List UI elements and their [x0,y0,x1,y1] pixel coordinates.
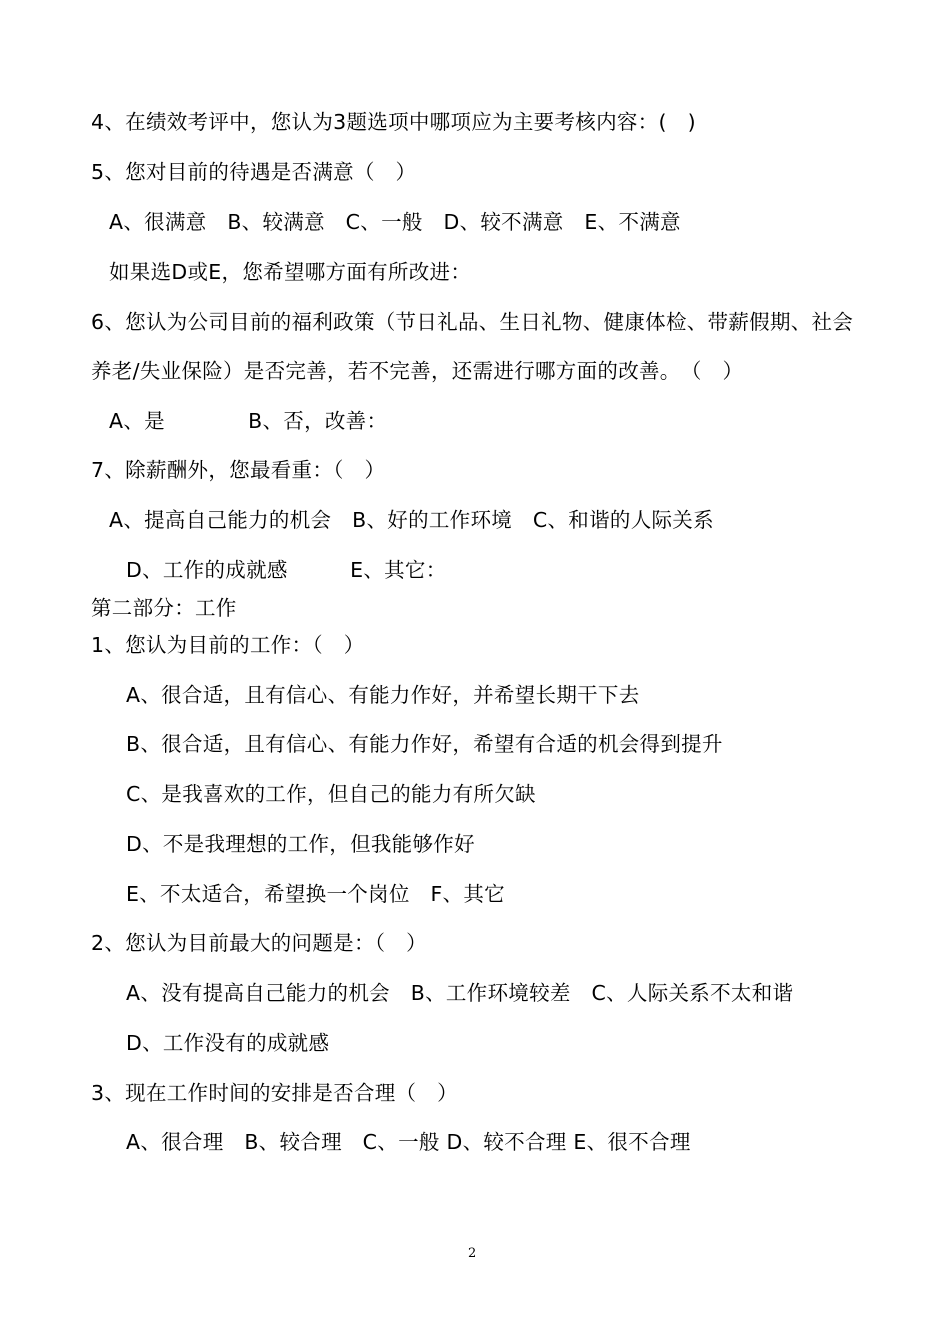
question-6-options: A、是 B、否，改善： [109,409,388,433]
question-5-options: A、很满意 B、较满意 C、一般 D、较不满意 E、不满意 [109,210,681,234]
question-5-followup: 如果选D或E，您希望哪方面有所改进： [109,260,472,284]
work-q1-option-b: B、很合适，且有信心、有能力作好，希望有合适的机会得到提升 [126,732,723,756]
work-q1-option-d: D、不是我理想的工作，但我能够作好 [126,832,475,856]
page-number: 2 [468,1246,477,1261]
question-4: 4、在绩效考评中，您认为3题选项中哪项应为主要考核内容：( ) [91,110,696,134]
question-6-line-2: 养老/失业保险）是否完善，若不完善，还需进行哪方面的改善。 （ ） [91,359,744,383]
question-7-options-1: A、提高自己能力的机会 B、好的工作环境 C、和谐的人际关系 [109,508,714,532]
work-q1-option-a: A、很合适，且有信心、有能力作好，并希望长期干下去 [126,683,640,707]
work-q1-option-ef: E、不太适合，希望换一个岗位 F、其它 [126,882,505,906]
work-question-3: 3、现在工作时间的安排是否合理（ ） [91,1081,458,1105]
question-7: 7、除薪酬外，您最看重：（ ） [91,458,386,482]
section-heading: 第二部分：工作 [91,596,237,620]
work-question-2: 2、您认为目前最大的问题是：（ ） [91,931,427,955]
work-q3-options: A、很合理 B、较合理 C、一般 D、较不合理 E、很不合理 [126,1130,691,1154]
work-question-1: 1、您认为目前的工作：（ ） [91,633,365,657]
question-5: 5、您对目前的待遇是否满意（ ） [91,160,417,184]
question-7-options-2: D、工作的成就感 E、其它： [126,558,447,582]
work-q2-options-2: D、工作没有的成就感 [126,1031,330,1055]
work-q1-option-c: C、是我喜欢的工作，但自己的能力有所欠缺 [126,782,536,806]
question-6-line-1: 6、您认为公司目前的福利政策（节日礼品、生日礼物、健康体检、带薪假期、社会 [91,310,854,334]
work-q2-options-1: A、没有提高自己能力的机会 B、工作环境较差 C、人际关系不太和谐 [126,981,794,1005]
